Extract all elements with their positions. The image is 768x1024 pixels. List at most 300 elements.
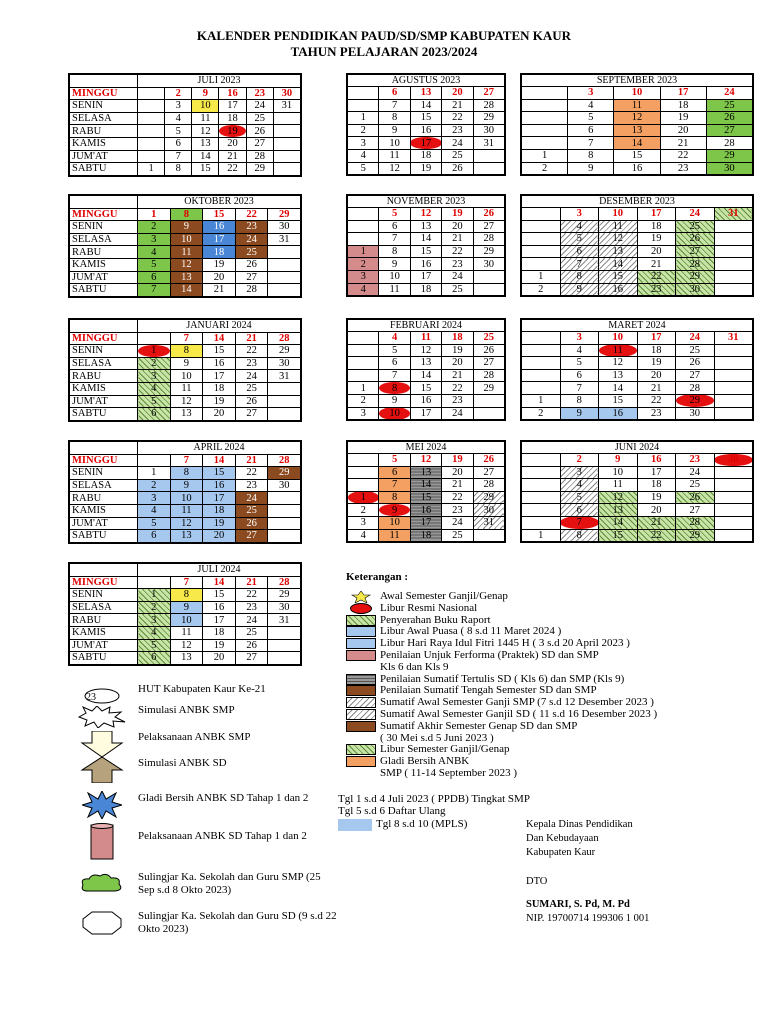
date-cell: 29 [268,589,301,602]
date-cell: 12 [599,491,638,504]
date-cell: 9 [379,124,410,137]
date-cell: 7 [379,99,410,112]
date-cell: 29 [473,491,504,504]
date-cell: 1 [138,589,171,602]
date-cell [138,576,171,589]
date-cell: 5 [568,112,614,125]
date-cell: 16 [637,454,676,467]
date-cell: 20 [219,137,246,150]
date-cell: 28 [473,479,504,492]
date-cell: 22 [235,208,268,221]
date-cell [268,382,301,395]
date-cell: 17 [203,370,236,383]
legend-item [346,602,477,614]
date-cell: 24 [676,466,715,479]
legend-label: ( 30 Mei s.d 5 Juni 2023 ) [380,731,494,744]
date-cell: 8 [170,467,203,480]
date-cell: 5 [348,162,379,175]
date-cell: 3 [138,492,171,505]
date-cell: 14 [599,382,638,395]
date-cell: 27 [473,87,504,100]
date-cell: 24 [676,332,715,345]
date-cell: 6 [560,369,599,382]
date-cell: 8 [379,245,410,258]
date-cell: 25 [235,382,268,395]
date-cell: 10 [170,370,203,383]
date-cell [348,332,379,345]
date-cell: 3 [560,332,599,345]
date-cell: 5 [560,491,599,504]
month-calendar [346,73,506,176]
legend-item [346,720,577,732]
date-cell [268,504,301,517]
date-cell: 21 [442,369,473,382]
date-cell [714,369,753,382]
date-cell [268,652,301,665]
date-cell: 26 [473,454,504,467]
legend-label: Libur Hari Raya Idul Fitri 1445 H ( 3 s.d 20 April 2023 ) [380,637,630,650]
date-cell: 29 [268,467,301,480]
month-name: SEPTEMBER 2023 [522,75,753,87]
date-cell: 11 [192,112,219,125]
date-cell: 7 [379,233,410,246]
legend-item [346,590,508,602]
date-cell: 22 [637,529,676,542]
month-calendar [520,318,754,421]
date-cell: 20 [637,245,676,258]
date-cell: 10 [192,100,219,113]
legend-swatch [346,685,376,696]
date-cell: 23 [442,504,473,517]
date-cell: 28 [268,332,301,345]
date-cell [348,99,379,112]
date-cell: 30 [268,479,301,492]
month-calendar [346,318,506,421]
date-cell: 4 [560,479,599,492]
date-cell: 7 [138,284,171,297]
date-cell: 12 [410,344,441,357]
date-cell: 21 [235,332,268,345]
date-cell: 15 [203,589,236,602]
date-cell: 12 [170,517,203,530]
legend-title: Keterangan : [346,571,409,583]
left-legend-item [72,792,308,818]
date-cell: 28 [676,382,715,395]
date-cell: 2 [522,283,561,296]
date-cell: 6 [165,137,192,150]
date-cell: 12 [192,125,219,138]
date-cell: 14 [599,258,638,271]
legend-item [346,708,657,720]
date-cell: 20 [203,530,236,543]
day-label: KAMIS [70,382,138,395]
date-cell: 4 [138,626,171,639]
date-cell: 22 [442,382,473,395]
date-cell [714,233,753,246]
date-cell: 8 [165,163,192,176]
date-cell: 1 [348,245,379,258]
date-cell: 21 [203,284,236,297]
date-cell: 21 [442,99,473,112]
date-cell: 12 [170,395,203,408]
date-cell: 1 [348,112,379,125]
date-cell: 12 [170,639,203,652]
date-cell: 27 [473,466,504,479]
date-cell: 2 [522,407,561,420]
date-cell: 3 [165,100,192,113]
date-cell: 19 [637,357,676,370]
day-label: SENIN [70,589,138,602]
date-cell: 8 [170,589,203,602]
date-cell: 25 [676,344,715,357]
legend-item [346,732,494,744]
date-cell: 2 [138,601,171,614]
date-cell: 20 [203,652,236,665]
date-cell: 9 [170,479,203,492]
day-label: RABU [70,492,138,505]
day-label: RABU [70,370,138,383]
date-cell: 22 [219,163,246,176]
date-cell: 30 [473,504,504,517]
date-cell [714,407,753,420]
date-cell: 2 [348,394,379,407]
date-cell: 3 [560,208,599,221]
date-cell: 24 [676,208,715,221]
date-cell: 2 [138,479,171,492]
month-calendar [346,440,506,543]
header-spacer [70,320,138,333]
day-label: MINGGU [70,87,138,100]
date-cell: 1 [138,163,165,176]
legend-label: Sumatif Awal Semester Ganji SMP (7 s.d 12 Desember 2023 ) [380,696,654,709]
date-cell [522,491,561,504]
day-label: JUM'AT [70,517,138,530]
date-cell [714,270,753,283]
date-cell [522,124,568,137]
date-cell: 20 [442,357,473,370]
date-cell: 20 [203,408,236,421]
date-cell [522,258,561,271]
date-cell: 9 [170,601,203,614]
date-cell: 9 [379,504,410,517]
date-cell: 19 [203,639,236,652]
day-label: RABU [70,246,138,259]
left-legend-label: Sulingjar Ka. Sekolah dan Guru SMP (25 Sep s.d 8 Okto 2023) [138,871,321,896]
date-cell: 27 [246,137,273,150]
date-cell [268,517,301,530]
date-cell: 27 [676,245,715,258]
date-cell: 27 [235,408,268,421]
date-cell [714,258,753,271]
month-table [69,563,301,665]
date-cell: 3 [348,137,379,150]
date-cell: 26 [246,125,273,138]
date-cell [273,150,300,163]
date-cell: 31 [268,233,301,246]
date-cell: 25 [442,529,473,542]
date-cell [714,491,753,504]
day-label: SABTU [70,652,138,665]
date-cell [268,246,301,259]
date-cell: 31 [473,137,504,150]
date-cell: 27 [235,652,268,665]
date-cell: 14 [410,369,441,382]
date-cell: 18 [203,504,236,517]
date-cell: 4 [379,332,410,345]
date-cell: 24 [235,492,268,505]
date-cell: 24 [246,100,273,113]
header-spacer [70,442,138,455]
date-cell: 3 [138,370,171,383]
date-cell: 29 [473,245,504,258]
month-table [347,441,505,542]
day-label: SELASA [70,357,138,370]
day-label: MINGGU [70,332,138,345]
date-cell: 7 [379,369,410,382]
date-cell: 26 [706,112,752,125]
date-cell [273,112,300,125]
date-cell: 26 [676,491,715,504]
day-label: SABTU [70,284,138,297]
legend-item [346,625,561,637]
legend-swatch [346,615,376,626]
date-cell: 13 [192,137,219,150]
date-cell: 17 [203,233,236,246]
date-cell [138,100,165,113]
month-name: OKTOBER 2023 [138,196,301,209]
date-cell: 29 [268,208,301,221]
month-name: JULI 2024 [138,564,301,577]
date-cell: 30 [706,162,752,175]
legend-label: Penilaian Unjuk Ferforma (Praktek) SD dan SMP [380,649,599,661]
date-cell: 4 [348,149,379,162]
date-cell [522,516,561,529]
date-cell: 1 [138,467,171,480]
date-cell: 13 [614,124,660,137]
month-table [69,319,301,421]
date-cell [522,87,568,100]
date-cell: 10 [599,332,638,345]
month-calendar [68,440,302,544]
date-cell [473,407,504,420]
date-cell: 9 [379,394,410,407]
date-cell: 6 [138,408,171,421]
date-cell: 24 [442,137,473,150]
date-cell: 16 [614,162,660,175]
date-cell [522,357,561,370]
month-calendar [520,440,754,543]
date-cell: 6 [379,220,410,233]
date-cell: 16 [203,479,236,492]
day-label: SELASA [70,479,138,492]
date-cell: 2 [348,124,379,137]
note-ppdb: Tgl 1 s.d 4 Juli 2023 ( PPDB) Tingkat SMP [338,793,530,805]
date-cell: 22 [660,149,706,162]
date-cell: 20 [442,466,473,479]
month-calendar [520,194,754,297]
date-cell [714,466,753,479]
date-cell: 24 [235,614,268,627]
date-cell: 2 [138,221,171,234]
month-name: JUNI 2024 [522,442,753,454]
date-cell [348,344,379,357]
month-name: NOVEMBER 2023 [348,196,505,208]
cloud-icon [72,871,132,897]
date-cell: 21 [660,137,706,150]
date-cell: 6 [560,504,599,517]
date-cell: 14 [203,454,236,467]
month-name: MEI 2024 [348,442,505,454]
date-cell [138,454,171,467]
date-cell: 10 [170,492,203,505]
document-subtitle: TAHUN PELAJARAN 2023/2024 [290,44,478,59]
legend-item [346,767,517,779]
date-cell [348,479,379,492]
date-cell: 16 [410,504,441,517]
date-cell: 20 [442,87,473,100]
date-cell: 11 [379,283,410,296]
date-cell: 11 [614,99,660,112]
legend-label: SMP ( 11-14 September 2023 ) [380,767,517,779]
date-cell: 23 [637,407,676,420]
date-cell: 8 [560,270,599,283]
date-cell: 11 [170,626,203,639]
date-cell: 23 [235,601,268,614]
date-cell [268,492,301,505]
date-cell: 28 [246,150,273,163]
date-cell: 12 [410,454,441,467]
date-cell: 8 [379,491,410,504]
date-cell: 27 [473,357,504,370]
month-calendar [68,318,302,422]
date-cell: 12 [410,208,441,221]
octagon-icon [72,910,132,936]
date-cell: 19 [637,491,676,504]
left-legend-label: HUT Kabupaten Kaur Ke-21 [138,683,266,695]
date-cell: 5 [560,233,599,246]
date-cell: 26 [235,395,268,408]
date-cell: 10 [614,87,660,100]
date-cell: 1 [348,491,379,504]
date-cell: 8 [170,345,203,358]
date-cell: 29 [676,270,715,283]
date-cell: 13 [410,466,441,479]
date-cell: 14 [192,150,219,163]
date-cell: 25 [235,504,268,517]
legend-item [346,661,448,673]
date-cell: 15 [203,467,236,480]
month-name: JULI 2023 [138,75,301,88]
day-label: MINGGU [70,208,138,221]
date-cell: 28 [473,233,504,246]
date-cell [348,208,379,221]
day-label: KAMIS [70,504,138,517]
date-cell [138,332,171,345]
date-cell: 6 [138,271,171,284]
left-legend-label: Pelaksanaan ANBK SD Tahap 1 dan 2 [138,830,307,842]
day-label: RABU [70,125,138,138]
date-cell: 18 [637,479,676,492]
date-cell: 9 [599,454,638,467]
date-cell [273,125,300,138]
date-cell: 1 [522,149,568,162]
date-cell: 15 [599,529,638,542]
date-cell: 22 [637,394,676,407]
date-cell [714,504,753,517]
date-cell: 4 [165,112,192,125]
date-cell: 17 [637,208,676,221]
date-cell: 11 [599,479,638,492]
header-spacer [70,75,138,88]
left-legend-item [72,731,250,757]
date-cell: 4 [348,529,379,542]
date-cell: 24 [442,516,473,529]
day-label: SENIN [70,467,138,480]
date-cell [522,137,568,150]
month-name: MARET 2024 [522,320,753,332]
date-cell: 23 [676,454,715,467]
date-cell [473,283,504,296]
date-cell: 18 [637,220,676,233]
date-cell [522,344,561,357]
date-cell [268,258,301,271]
legend-swatch [346,756,376,767]
date-cell [522,382,561,395]
date-cell [348,357,379,370]
date-cell: 23 [660,162,706,175]
date-cell: 5 [138,517,171,530]
date-cell: 21 [442,479,473,492]
date-cell: 23 [235,221,268,234]
date-cell: 6 [379,87,410,100]
date-cell: 3 [560,466,599,479]
date-cell: 21 [442,233,473,246]
date-cell [268,639,301,652]
date-cell: 31 [714,208,753,221]
date-cell: 17 [219,100,246,113]
date-cell [473,394,504,407]
legend-label: Penilaian Sumatif Tertulis SD ( Kls 6) dan SMP (Kls 9) [380,672,625,685]
date-cell: 28 [235,284,268,297]
date-cell: 13 [410,220,441,233]
date-cell: 10 [599,466,638,479]
date-cell: 7 [560,516,599,529]
date-cell: 29 [246,163,273,176]
date-cell: 9 [170,221,203,234]
date-cell: 19 [442,208,473,221]
date-cell: 25 [442,283,473,296]
date-cell [714,382,753,395]
date-cell: 25 [235,246,268,259]
note-mpls-text: Tgl 8 s.d 10 (MPLS) [376,818,468,830]
legend-label: Awal Semester Ganjil/Genap [380,590,508,602]
date-cell: 19 [660,112,706,125]
date-cell: 11 [170,246,203,259]
date-cell: 12 [170,258,203,271]
month-calendar [68,194,302,298]
legend-label: Penyerahan Buku Raport [380,613,491,626]
date-cell [714,245,753,258]
date-cell: 17 [410,407,441,420]
date-cell: 30 [714,454,753,467]
date-cell: 5 [138,258,171,271]
date-cell: 25 [706,99,752,112]
date-cell: 6 [560,245,599,258]
date-cell: 27 [473,220,504,233]
date-cell: 13 [599,369,638,382]
legend-swatch [346,697,376,708]
date-cell: 4 [138,246,171,259]
